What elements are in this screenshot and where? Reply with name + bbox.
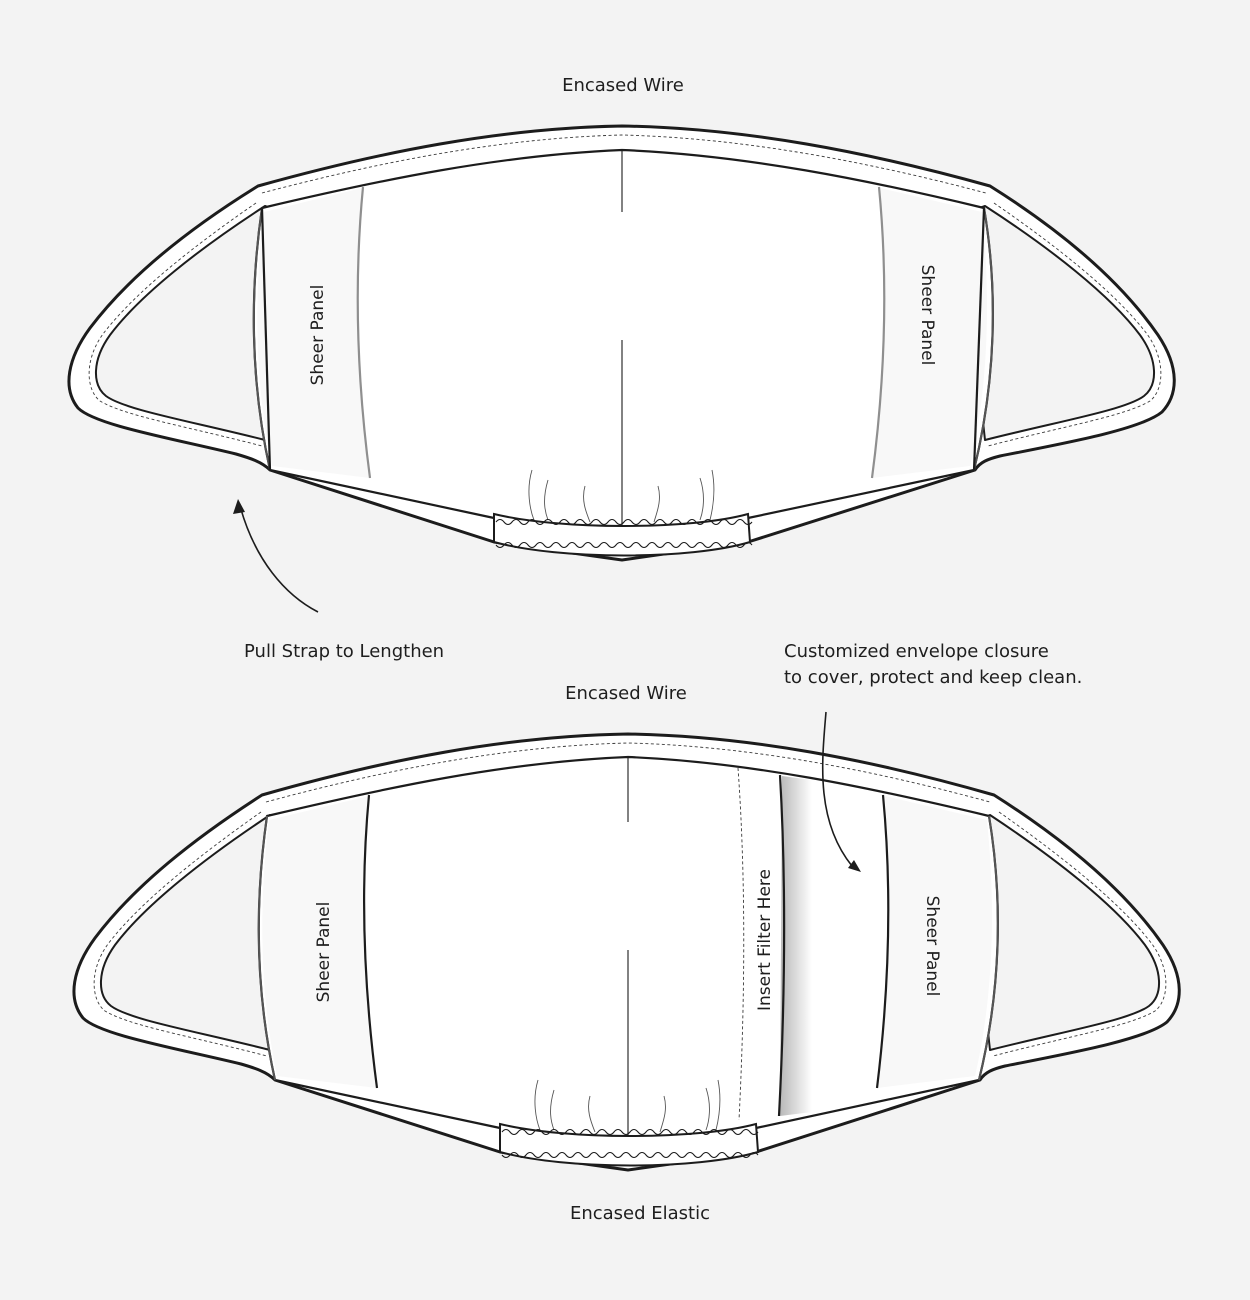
sheer-panel-label-3: Sheer Panel bbox=[314, 901, 334, 1003]
mask-bottom bbox=[74, 734, 1179, 1170]
encased-elastic-label: Encased Elastic bbox=[569, 1203, 711, 1224]
envelope-closure-line-2: to cover, protect and keep clean. bbox=[784, 667, 1083, 688]
insert-filter-label: Insert Filter Here bbox=[755, 869, 775, 1011]
encased-wire-label-bottom: Encased Wire bbox=[565, 683, 687, 704]
sheer-panel-label-2: Sheer Panel bbox=[917, 264, 937, 366]
sheer-panel-label-1: Sheer Panel bbox=[308, 284, 328, 386]
mask-top bbox=[69, 126, 1174, 560]
pull-strap-arrow bbox=[240, 506, 318, 612]
pull-strap-label: Pull Strap to Lengthen bbox=[244, 641, 445, 662]
encased-wire-label-top: Encased Wire bbox=[562, 75, 684, 96]
pull-strap-arrowhead bbox=[233, 499, 245, 514]
sheer-panel-label-4: Sheer Panel bbox=[922, 895, 942, 997]
envelope-closure-line-1: Customized envelope closure bbox=[784, 641, 1049, 662]
